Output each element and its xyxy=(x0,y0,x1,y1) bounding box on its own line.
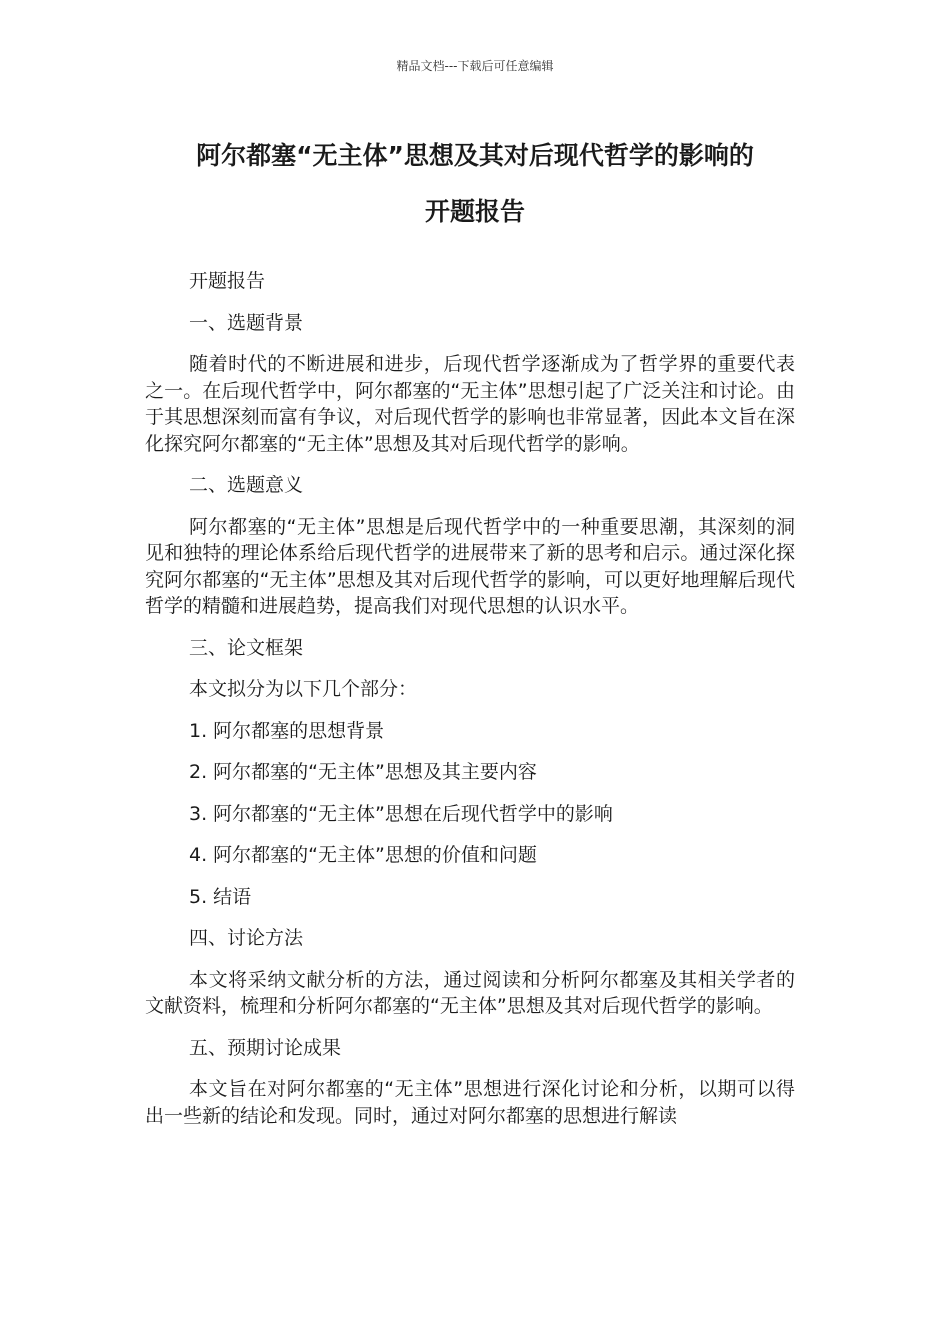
list-item: 1. 阿尔都塞的思想背景 xyxy=(189,719,385,742)
section-heading: 四、讨论方法 xyxy=(189,927,304,949)
paragraph: 本文旨在对阿尔都塞的“无主体”思想进行深化讨论和分析，以期可以得出一些新的结论和发现。同时，通过对阿尔都塞的思想进行解读 xyxy=(145,1078,795,1127)
list-item: 2. 阿尔都塞的“无主体”思想及其主要内容 xyxy=(189,761,537,783)
document-body xyxy=(145,268,795,1144)
document-title xyxy=(100,128,850,240)
paragraph: 随着时代的不断进展和进步，后现代哲学逐渐成为了哲学界的重要代表之一。在后现代哲学中，阿尔都塞的“无主体”思想引起了广泛关注和讨论。由于其思想深刻而富有争议，对后现代哲学的影响也非常显著，因此本文旨在深化探究阿尔都塞的“无主体”思想及其对后现代哲学的影响。 xyxy=(145,353,795,455)
list-item: 3. 阿尔都塞的“无主体”思想在后现代哲学中的影响 xyxy=(189,802,613,825)
paragraph: 本文将采纳文献分析的方法，通过阅读和分析阿尔都塞及其相关学者的文献资料，梳理和分析阿尔都塞的“无主体”思想及其对后现代哲学的影响。 xyxy=(145,968,795,1017)
paragraph: 阿尔都塞的“无主体”思想是后现代哲学中的一种重要思潮，其深刻的洞见和独特的理论体系给后现代哲学的进展带来了新的思考和启示。通过深化探究阿尔都塞的“无主体”思想及其对后现代哲学的影响，可以更好地理解后现代哲学的精髓和进展趋势，提高我们对现代思想的认识水平。 xyxy=(145,515,795,617)
title-line-2: 开题报告 xyxy=(424,197,525,226)
section-heading: 二、选题意义 xyxy=(189,474,304,496)
section-heading: 三、论文框架 xyxy=(189,636,304,659)
title-line-1: 阿尔都塞“无主体”思想及其对后现代哲学的影响的 xyxy=(196,141,754,170)
header-note: 精品文档---下载后可任意编辑 xyxy=(396,59,554,73)
section-heading: 一、选题背景 xyxy=(189,311,304,334)
section-heading: 五、预期讨论成果 xyxy=(189,1036,342,1059)
paragraph: 本文拟分为以下几个部分： xyxy=(189,678,418,700)
paragraph-label: 开题报告 xyxy=(189,270,266,292)
list-item: 5. 结语 xyxy=(189,885,252,908)
list-item: 4. 阿尔都塞的“无主体”思想的价值和问题 xyxy=(189,844,537,866)
